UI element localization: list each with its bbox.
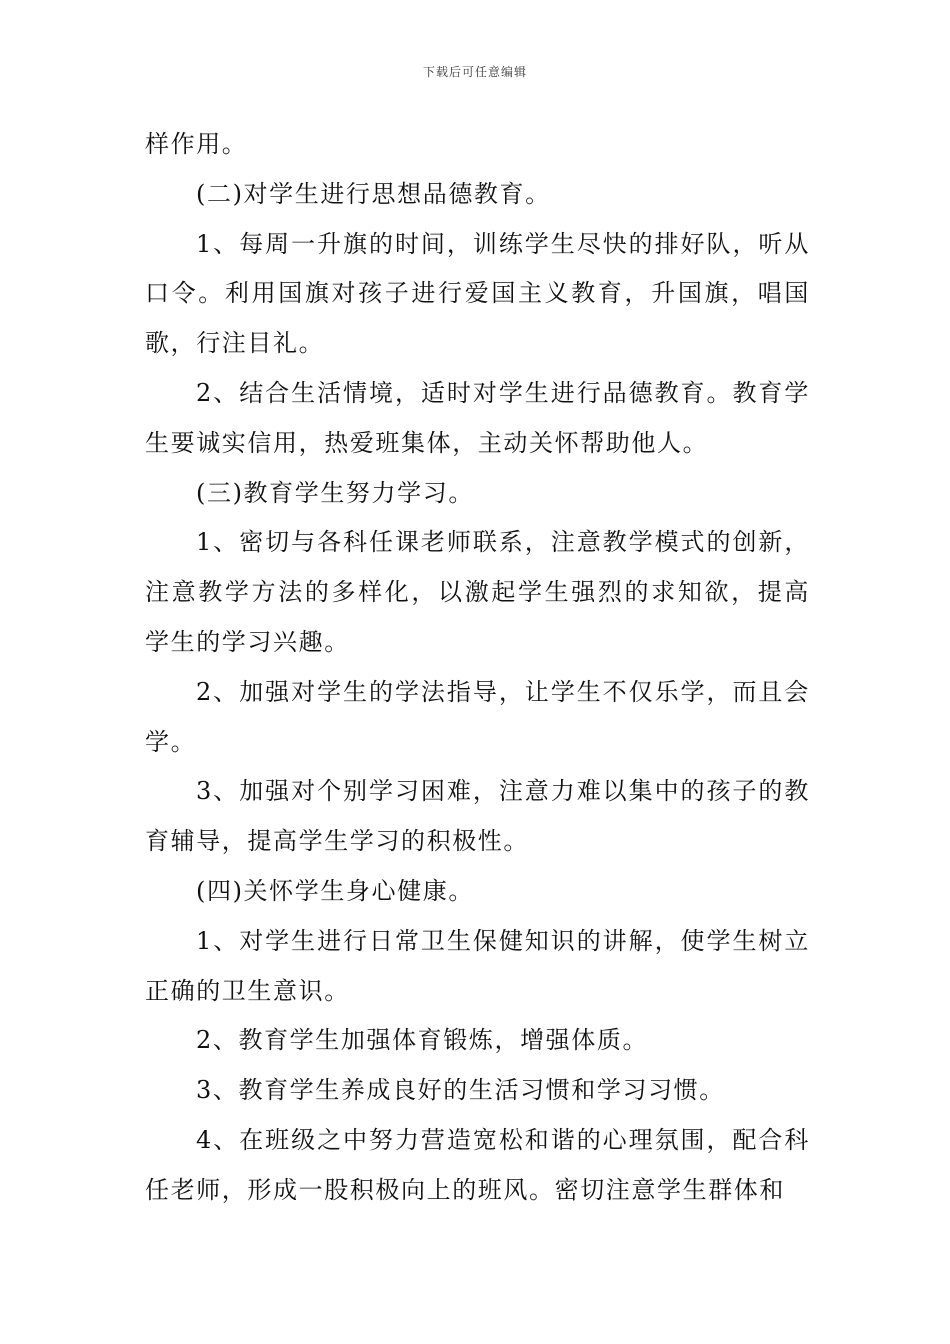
paragraph-item: 1、密切与各科任课老师联系，注意教学模式的创新，注意教学方法的多样化，以激起学生强烈的求知欲，提高学生的学习兴趣。 [145,528,810,656]
section-heading-2: (二)对学生进行思想品德教育。 [196,179,551,208]
paragraph-item: 3、教育学生养成良好的生活习惯和学习习惯。 [196,1076,725,1105]
paragraph-item: 1、对学生进行日常卫生保健知识的讲解，使学生树立正确的卫生意识。 [145,926,810,1005]
document-body [145,120,810,1216]
section-heading-3: (三)教育学生努力学习。 [196,478,474,507]
paragraph-continuation: 样作用。 [145,130,248,158]
paragraph-item: 4、在班级之中努力营造宽松和谐的心理氛围，配合科任老师，形成一股积极向上的班风。密切注意学生群体和 [145,1125,810,1204]
section-heading-4: (四)关怀学生身心健康。 [196,876,474,905]
paragraph-item: 2、加强对学生的学法指导，让学生不仅乐学，而且会学。 [145,677,810,756]
paragraph-item: 3、加强对个别学习困难，注意力难以集中的孩子的教育辅导，提高学生学习的积极性。 [145,777,810,856]
page-header: 下载后可任意编辑 [422,65,527,79]
paragraph-item: 2、结合生活情境，适时对学生进行品德教育。教育学生要诚实信用，热爱班集体，主动关怀帮助他人。 [145,378,810,457]
paragraph-item: 1、每周一升旗的时间，训练学生尽快的排好队，听从口令。利用国旗对孩子进行爱国主义教育，升国旗，唱国歌，行注目礼。 [145,229,810,358]
paragraph-item: 2、教育学生加强体育锻炼，增强体质。 [196,1026,649,1055]
